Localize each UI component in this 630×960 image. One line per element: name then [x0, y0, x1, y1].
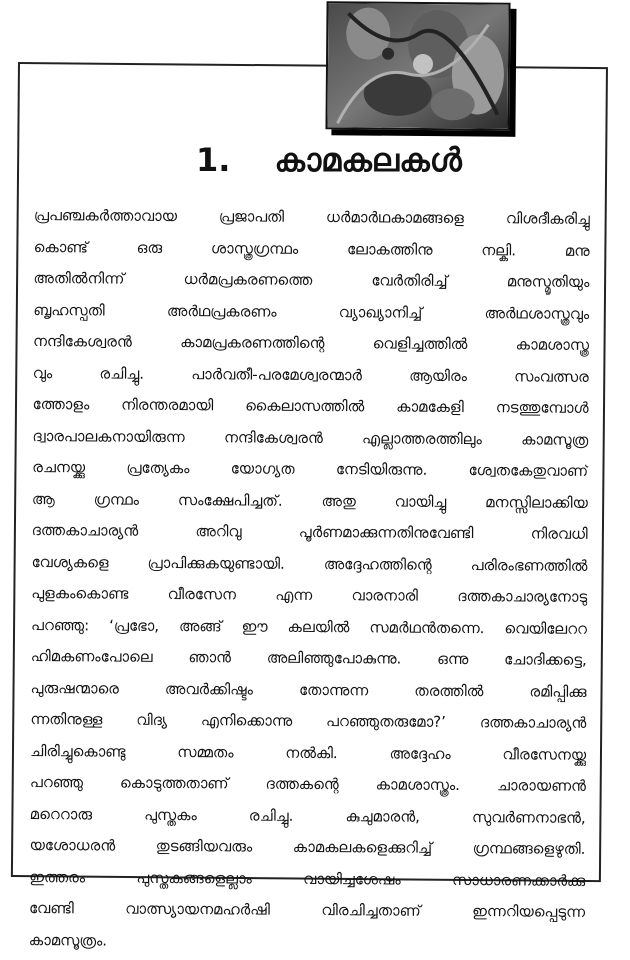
body-line: ദ്വാരപാലകനായിരുന്ന നന്ദികേശ്വരൻ എല്ലാത്തരത്തിലും കാമസൂത്ര [32, 426, 589, 449]
chapter-photo [325, 1, 510, 131]
body-line: ഇത്തരം പുസ്തകങ്ങളെല്ലാം വായിച്ചശേഷം സാധാരണക്കാർക്കു [29, 867, 586, 890]
body-line: ത്തോളം നിരന്തരമായി കൈലാസത്തിൽ കാമകേളി നടത്തുമ്പോൾ [32, 394, 589, 417]
body-line: കാമസൂത്രം. [28, 930, 108, 950]
body-line: പുരുഷന്മാരെ അവർക്കിഷ്ടം തോന്നുന്ന തരത്തിൽ രമിപ്പിക്കു [30, 678, 587, 701]
body-line: വേണ്ടി വാത്സ്യായനമഹർഷി വിരചിച്ചതാണ് ഇന്നറിയപ്പെടുന്ന [28, 898, 586, 921]
body-line: പുളകംകൊണ്ട വീരസേന എന്ന വാരനാരി ദത്തകാചാര്യനോടു [31, 583, 588, 606]
body-line: പ്രപഞ്ചകർത്താവായ പ്രജാപതി ധർമാർഥകാമങ്ങളെ വിശദീകരിച്ചു [33, 205, 590, 228]
body-line: കൊണ്ട് ഒരു ശാസ്ത്രഗ്രന്ഥം ലോകത്തിനു നല്കി. മനു [33, 237, 590, 260]
chapter-body [29, 200, 590, 960]
body-line: ഹിമകണംപോലെ ഞാൻ അലിഞ്ഞുപോകുന്നു. ഒന്നു ചോദിക്കട്ടെ, [30, 646, 587, 669]
body-line: അതിൽനിന്ന് ധർമപ്രകരണത്തെ വേർതിരിച്ച് മനുസ്മൃതിയും [33, 268, 590, 291]
body-line: ന്നതിനുള്ള വിദ്യ എനിക്കൊന്നു പറഞ്ഞുതരുമോ?’ ദത്തകാചാര്യൻ [30, 709, 587, 732]
chapter-heading [196, 141, 462, 180]
body-line: ബൃഹസ്പതി അർഥപ്രകരണം വ്യാഖ്യാനിച്ച് അർഥശാസ്ത്രവും [33, 300, 590, 323]
body-line: രചനയ്ക്കു പ്രത്യേകം യോഗ്യത നേടിയിരുന്നു. ശ്വേതകേതുവാണ് [32, 457, 589, 480]
body-line: വേശ്യകളെ പ്രാപിക്കുകയുണ്ടായി. അദ്ദേഹത്തിന്റെ പരിരംഭണത്തിൽ [31, 552, 588, 575]
body-line: വും രചിച്ചു. പാർവതീ-പരമേശ്വരന്മാർ ആയിരം സംവത്സര [32, 363, 589, 386]
body-line: നന്ദികേശ്വരൻ കാമപ്രകരണത്തിന്റെ വെളിച്ചത്തിൽ കാമശാസ്ത്ര [32, 331, 590, 354]
body-line: പറഞ്ഞു കൊടുത്തതാണ് ദത്തകന്റെ കാമശാസ്ത്രം. ചാരായണൻ [29, 772, 586, 795]
chapter-number: 1. [196, 141, 231, 179]
chapter-title: കാമകലകൾ [274, 141, 462, 179]
body-line: ആ ഗ്രന്ഥം സംക്ഷേപിച്ചത്. അതു വായിച്ചു മനസ്സിലാക്കിയ [31, 489, 588, 512]
body-line: പറഞ്ഞു: ‘പ്രഭോ, അങ്ങ് ഈ കലയിൽ സമർഥൻതന്നെ. വെയിലേററ [30, 615, 588, 638]
body-line: മറെറാരു പുസ്തകം രചിച്ചു. കുചുമാരൻ, സുവർണനാഭൻ, [29, 804, 586, 827]
body-line: ചിരിച്ചുകൊണ്ടു സമ്മതം നൽകി. അദ്ദേഹം വീരസേനയ്ക്കു [30, 741, 587, 764]
body-line: ദത്തകാചാര്യൻ അറിവു പൂർണമാക്കുന്നതിനുവേണ്ടി നിരവധി [31, 520, 588, 543]
body-line: യശോധരൻ തുടങ്ങിയവരും കാമകലകളെക്കുറിച്ച് ഗ്രന്ഥങ്ങളെഴുതി. [29, 835, 586, 858]
